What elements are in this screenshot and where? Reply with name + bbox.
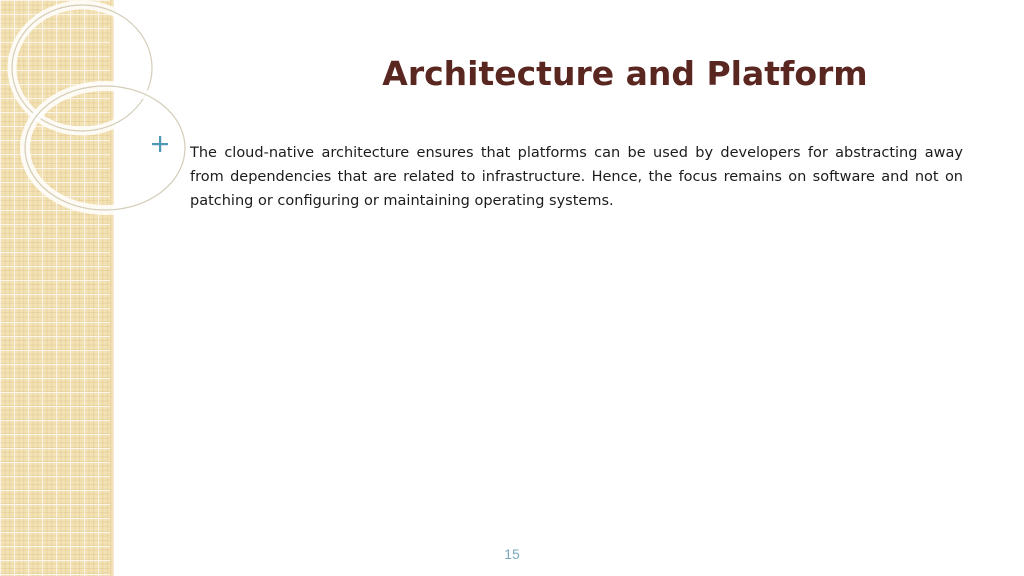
slide-title: Architecture and Platform: [382, 54, 868, 93]
decorative-rings-icon: [0, 0, 200, 260]
bullet-text: The cloud-native architecture ensures that platforms can be used by developers for abstracting away from dependencies that are related to infrastructure. Hence, the focus remains on software and not on patching or configuring or maintaining operating systems.: [190, 145, 963, 209]
page-number: 15: [504, 546, 520, 562]
plus-icon: [150, 134, 170, 154]
